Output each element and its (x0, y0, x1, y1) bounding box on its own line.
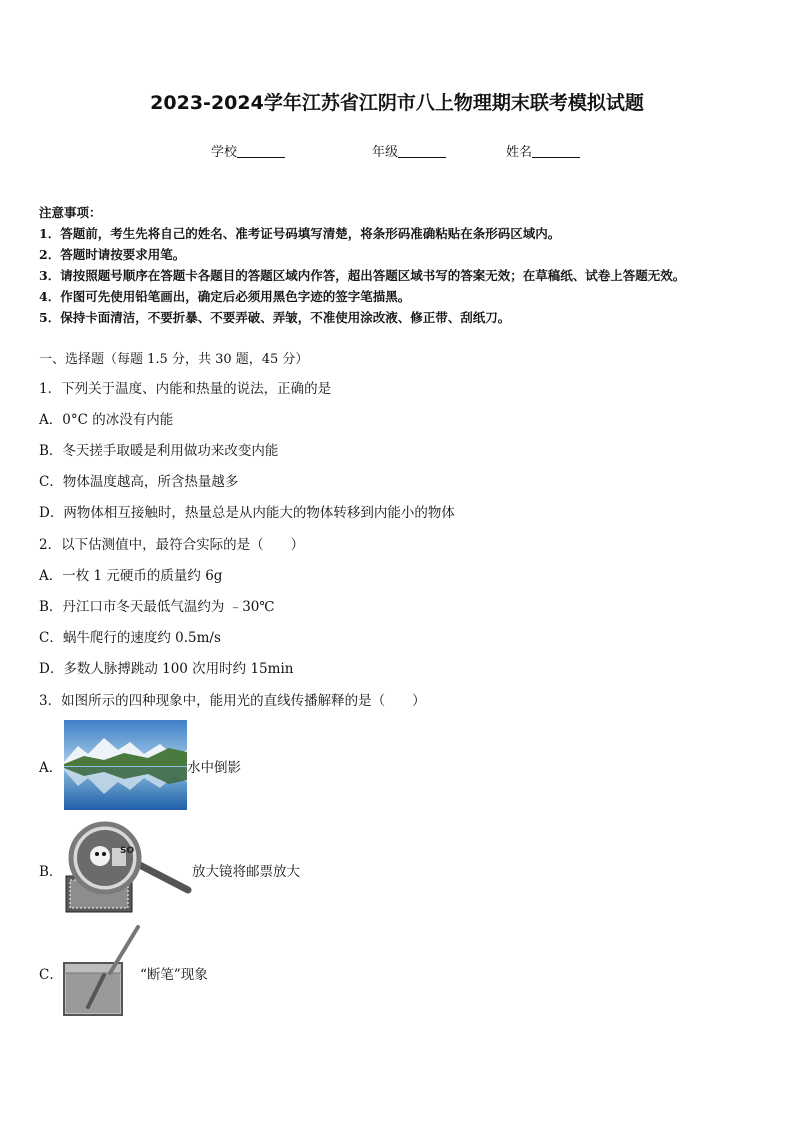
q1-option-b: B．冬天搓手取暖是利用做功来改变内能 (39, 443, 279, 459)
grade-field (372, 141, 446, 160)
q3-option-b-text: 放大镜将邮票放大 (192, 864, 300, 880)
q3-option-c-label: C． (39, 967, 63, 983)
note-item: 3．请按照题号顺序在答题卡各题目的答题区域内作答，超出答题区域书写的答案无效；在草稿纸、试卷上答题无效。 (39, 268, 686, 283)
school-field (211, 141, 285, 160)
broken-pencil-image (60, 925, 142, 1017)
lake-reflection-image (64, 720, 187, 810)
q2-option-b: B．丹江口市冬天最低气温约为 ﹣30℃ (39, 599, 275, 615)
q2-option-a: A．一枚 1 元硬币的质量约 6g (39, 568, 223, 584)
name-label: 姓名 (506, 145, 533, 160)
q3-option-c-text: “断笔”现象 (140, 967, 208, 983)
q3-option-b-label: B． (39, 864, 63, 880)
question-2-stem: 2．以下估测值中，最符合实际的是（ ） (39, 537, 305, 553)
q2-option-d: D．多数人脉搏跳动 100 次用时约 15min (39, 661, 294, 677)
notes-heading: 注意事项： (39, 205, 102, 220)
school-label: 学校 (211, 145, 238, 160)
question-1-stem: 1．下列关于温度、内能和热量的说法，正确的是 (39, 381, 332, 397)
note-item: 2．答题时请按要求用笔。 (39, 247, 186, 262)
name-blank[interactable] (532, 145, 580, 158)
q3-option-a-label: A． (39, 760, 63, 776)
q2-option-c: C．蜗牛爬行的速度约 0.5m/s (39, 630, 221, 646)
magnifier-stamp-image (60, 820, 195, 915)
stamp-text: SO (120, 846, 135, 856)
question-3-stem: 3．如图所示的四种现象中，能用光的直线传播解释的是（ ） (39, 693, 426, 709)
q3-option-a-text: 水中倒影 (187, 760, 241, 776)
note-item: 1．答题前，考生先将自己的姓名、准考证号码填写清楚，将条形码准确粘贴在条形码区域内。 (39, 226, 561, 241)
name-field (506, 141, 580, 160)
page-title: 2023-2024学年江苏省江阴市八上物理期末联考模拟试题 (150, 92, 644, 114)
section-heading: 一、选择题（每题 1.5 分，共 30 题，45 分） (39, 352, 309, 367)
q1-option-a: A．0°C 的冰没有内能 (39, 412, 174, 428)
q1-option-c: C．物体温度越高，所含热量越多 (39, 474, 239, 490)
school-blank[interactable] (237, 145, 285, 158)
note-item: 5．保持卡面清洁，不要折暴、不要弄破、弄皱，不准使用涂改液、修正带、刮纸刀。 (39, 310, 511, 325)
note-item: 4．作图可先使用铅笔画出，确定后必须用黑色字迹的签字笔描黑。 (39, 289, 411, 304)
grade-label: 年级 (372, 145, 399, 160)
q1-option-d: D．两物体相互接触时，热量总是从内能大的物体转移到内能小的物体 (39, 505, 455, 521)
grade-blank[interactable] (398, 145, 446, 158)
